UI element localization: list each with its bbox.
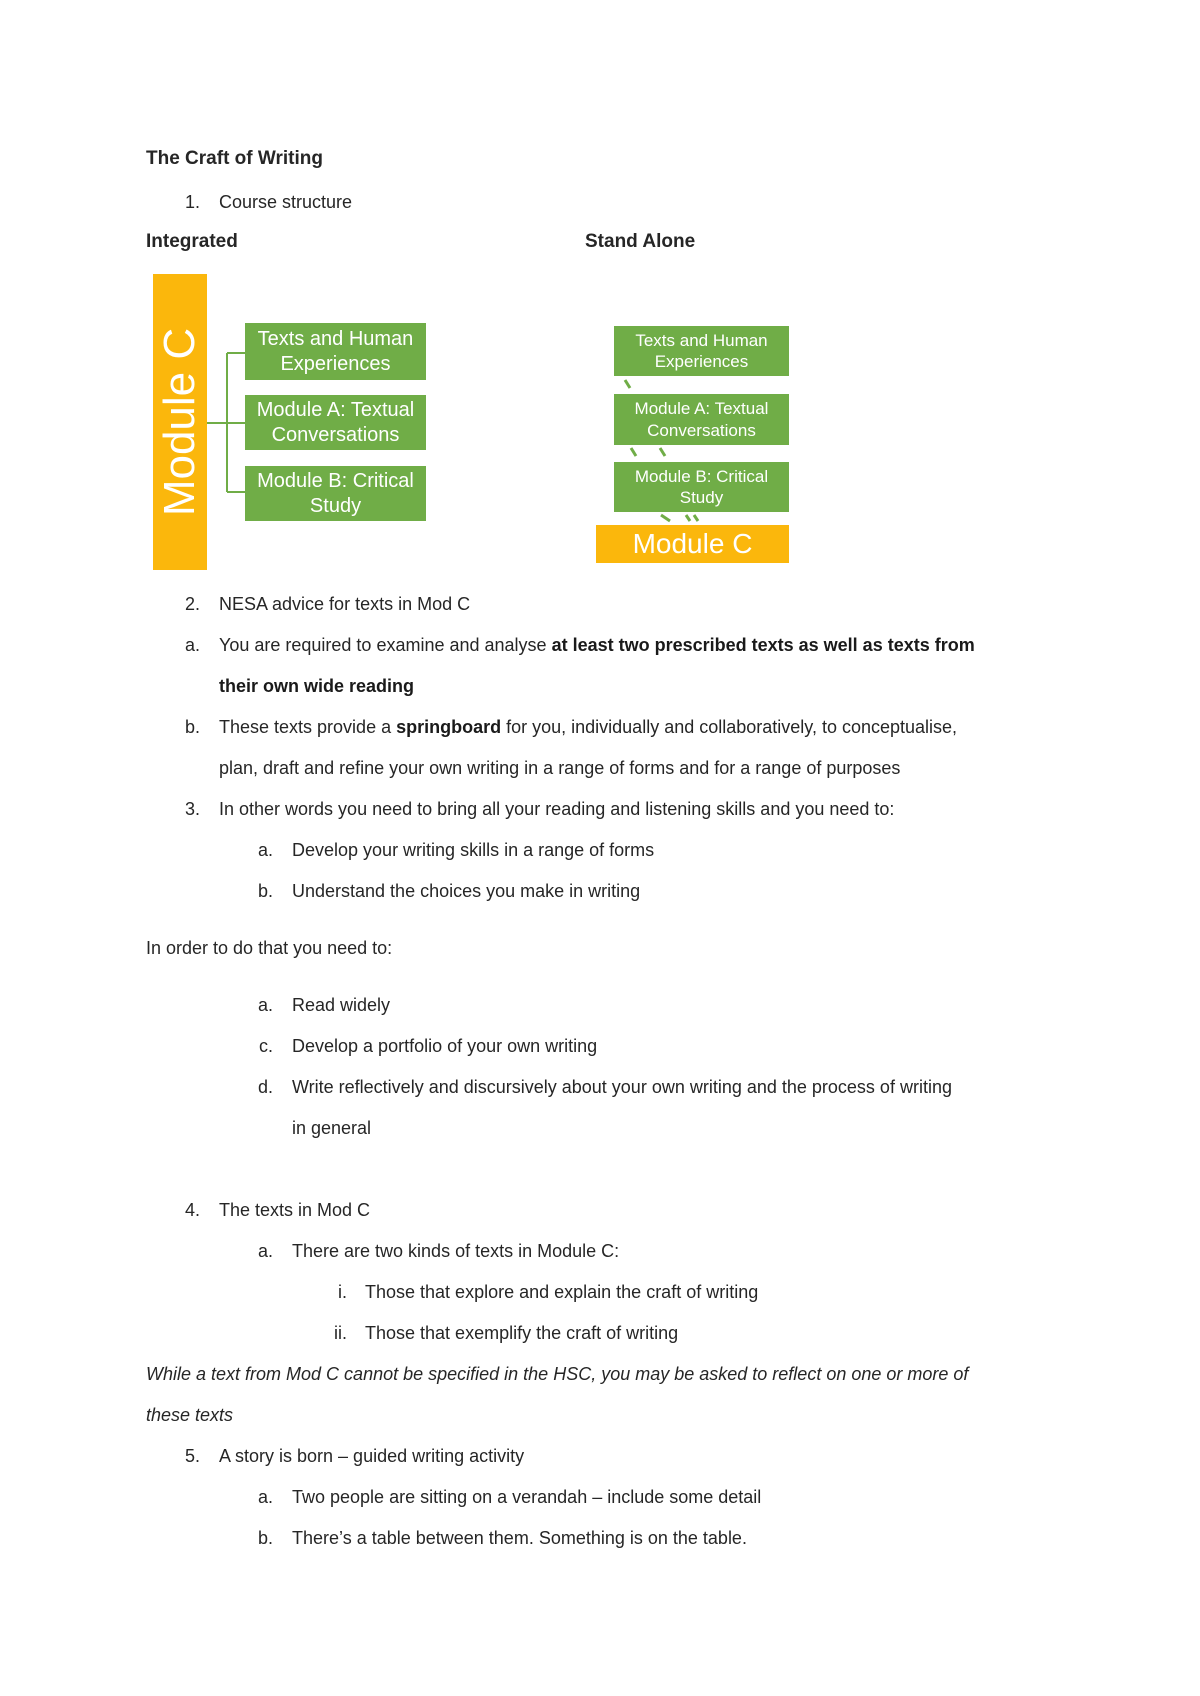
box-line: Experiences bbox=[654, 352, 749, 371]
text-run: These texts provide a bbox=[219, 717, 397, 737]
box-line: Texts and Human bbox=[257, 327, 414, 350]
integrated-box-module-b bbox=[245, 466, 426, 521]
list-label: d. bbox=[257, 1077, 273, 1097]
list-label: a. bbox=[257, 1487, 273, 1507]
nesa-advice-b-line2: plan, draft and refine your own writing in a range of forms and for a range of purposes bbox=[219, 758, 901, 778]
module-c-vertical-label: Module C bbox=[155, 327, 204, 517]
module-c-label: Module C bbox=[632, 528, 753, 559]
list-label-b: b. bbox=[184, 717, 200, 737]
box-line: Conversations bbox=[271, 423, 400, 446]
list-number-4: 4. bbox=[184, 1200, 200, 1220]
integrated-box-texts-human-experiences bbox=[245, 323, 426, 380]
italic-note-line2: these texts bbox=[146, 1405, 234, 1425]
italic-note-line1: While a text from Mod C cannot be specified in the HSC, you may be asked to reflect on one or more of bbox=[146, 1364, 969, 1384]
bold-text-run: at least two prescribed texts as well as texts from bbox=[551, 635, 975, 655]
list-label: b. bbox=[257, 881, 273, 901]
list-subsubitem: Those that explore and explain the craft of writing bbox=[365, 1282, 759, 1302]
bold-text-run: their own wide reading bbox=[219, 676, 415, 696]
list-label: a. bbox=[257, 995, 273, 1015]
list-label: a. bbox=[257, 1241, 273, 1261]
heading-integrated: Integrated bbox=[146, 231, 238, 252]
box-line: Module A: Textual bbox=[256, 398, 415, 421]
list-item-course-structure: Course structure bbox=[219, 192, 353, 212]
list-label-a: a. bbox=[184, 635, 200, 655]
nesa-advice-b-line1 bbox=[219, 716, 957, 738]
box-line: Study bbox=[679, 488, 724, 507]
standalone-box-module-b bbox=[614, 462, 789, 512]
list-subitem: There’s a table between them. Something is on the table. bbox=[292, 1528, 747, 1548]
bold-text-run: springboard bbox=[396, 717, 502, 737]
box-line: Module B: Critical bbox=[634, 466, 769, 486]
list-subitem: Develop your writing skills in a range of forms bbox=[292, 840, 655, 860]
list-label: ii. bbox=[334, 1323, 347, 1343]
nesa-advice-a-line1 bbox=[219, 634, 975, 656]
list-subitem: Read widely bbox=[292, 995, 391, 1015]
box-line: Module B: Critical bbox=[257, 469, 414, 492]
integrated-bracket bbox=[207, 353, 245, 492]
list-subitem: There are two kinds of texts in Module C: bbox=[292, 1241, 620, 1261]
list-item-story-born: A story is born – guided writing activity bbox=[219, 1446, 525, 1466]
list-subitem-continuation: in general bbox=[292, 1118, 372, 1138]
in-order-paragraph: In order to do that you need to: bbox=[146, 938, 393, 958]
integrated-box-module-a bbox=[245, 395, 426, 450]
list-label: i. bbox=[338, 1282, 347, 1302]
standalone-module-c-box bbox=[596, 525, 789, 563]
list-label: c. bbox=[258, 1036, 273, 1056]
list-label: a. bbox=[257, 840, 273, 860]
box-line: Study bbox=[309, 494, 362, 517]
list-item-nesa-advice: NESA advice for texts in Mod C bbox=[219, 594, 471, 614]
nesa-advice-a-line2 bbox=[219, 675, 414, 697]
text-run: You are required to examine and analyse bbox=[219, 635, 552, 655]
box-line: Conversations bbox=[647, 420, 756, 440]
text-run: for you, individually and collaboratively, to conceptualise, bbox=[501, 717, 958, 737]
list-subitem: Write reflectively and discursively about your own writing and the process of writing bbox=[292, 1077, 952, 1097]
list-item-other-words: In other words you need to bring all your reading and listening skills and you need to: bbox=[219, 799, 895, 819]
standalone-box-module-a bbox=[614, 394, 789, 445]
list-subitem: Two people are sitting on a verandah – include some detail bbox=[292, 1487, 762, 1507]
list-label: b. bbox=[257, 1528, 273, 1548]
list-subitem: Understand the choices you make in writing bbox=[292, 881, 641, 901]
list-item-texts-mod-c: The texts in Mod C bbox=[219, 1200, 371, 1220]
box-line: Module A: Textual bbox=[634, 399, 769, 419]
box-line: Texts and Human bbox=[635, 330, 768, 350]
list-number-3: 3. bbox=[184, 799, 200, 819]
list-number-5: 5. bbox=[184, 1446, 200, 1466]
list-number-1: 1. bbox=[184, 192, 200, 212]
heading-stand-alone: Stand Alone bbox=[585, 231, 696, 252]
page-title: The Craft of Writing bbox=[146, 148, 323, 169]
box-line: Experiences bbox=[280, 352, 391, 375]
list-subsubitem: Those that exemplify the craft of writing bbox=[365, 1323, 679, 1343]
standalone-box-texts-human-experiences bbox=[614, 326, 789, 376]
list-number-2: 2. bbox=[184, 594, 200, 614]
list-subitem: Develop a portfolio of your own writing bbox=[292, 1036, 598, 1056]
